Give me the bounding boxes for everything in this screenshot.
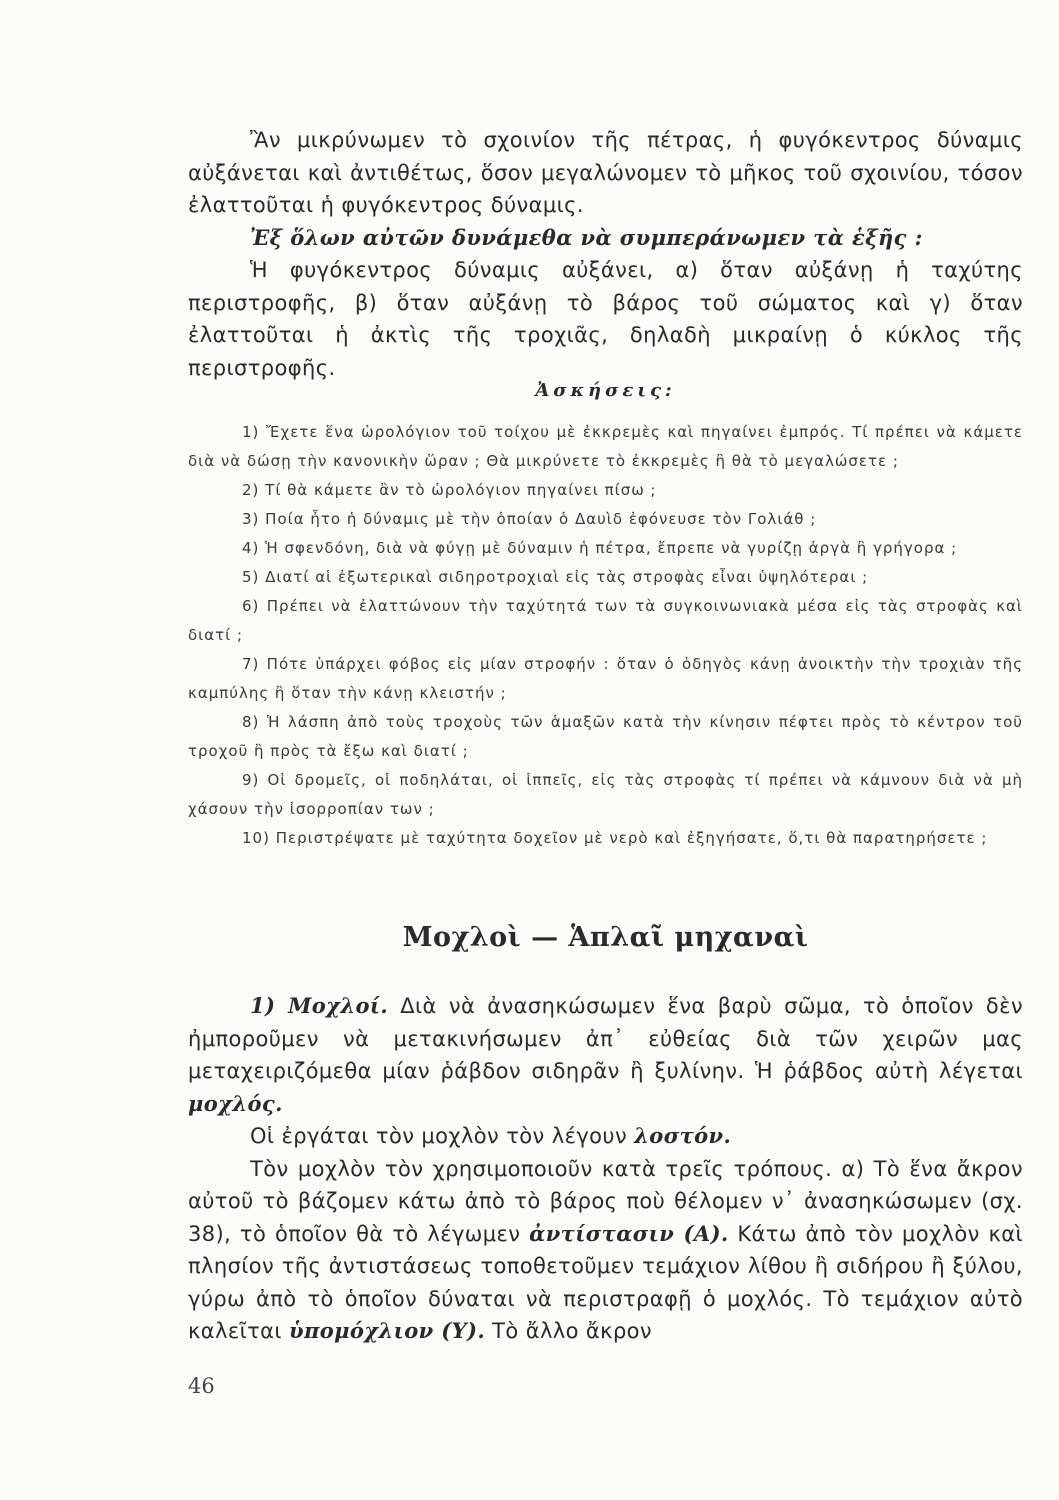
section-title-wrap bbox=[188, 922, 1023, 953]
exercise-item: 3) Ποία ἦτο ἡ δύναμις μὲ τὴν ὁποίαν ὁ Δαυὶδ ἐφόνευσε τὸν Γολιάθ ; bbox=[242, 510, 817, 528]
term-antistasis: ἀντίστασιν (Α). bbox=[529, 1220, 729, 1246]
exercises-list bbox=[188, 418, 1023, 853]
exercise-item: 8) Ἡ λάσπη ἀπὸ τοὺς τροχοὺς τῶν ἁμαξῶν κατὰ τὴν κίνησιν πέφτει πρὸς τὸ κέντρον τοῦ τροχοῦ ἢ πρὸς τὰ ἔξω καὶ διατί ; bbox=[188, 713, 1023, 760]
summary-lead: Ἐξ ὅλων αὐτῶν δυνάμεθα νὰ συμπεράνωμεν τὰ ἑξῆς : bbox=[250, 224, 923, 250]
exercise-item: 2) Τί θὰ κάμετε ἂν τὸ ὡρολόγιον πηγαίνει πίσω ; bbox=[242, 481, 657, 499]
term-loston: λοστόν. bbox=[634, 1123, 732, 1148]
section-title: Μοχλοὶ — Ἁπλαῖ μηχαναὶ bbox=[402, 922, 809, 953]
exercise-item: 6) Πρέπει νὰ ἐλαττώνουν τὴν ταχύτητά των τὰ συγκοινωνιακὰ μέσα εἰς τὰς στροφὰς καὶ διατί ; bbox=[188, 597, 1023, 644]
intro-block bbox=[188, 124, 1023, 384]
exercise-item: 9) Οἱ δρομεῖς, οἱ ποδηλάται, οἱ ἱππεῖς, εἰς τὰς στροφὰς τί πρέπει νὰ κάμνουν διὰ νὰ μὴ χάσουν τὴν ἰσορροπίαν των ; bbox=[188, 771, 1023, 818]
exercises-heading-wrap bbox=[188, 380, 1023, 401]
workers-paragraph: Οἱ ἐργάται τὸν μοχλὸν τὸν λέγουν λοστόν. bbox=[250, 1123, 732, 1148]
usage-paragraph: Τὸν μοχλὸν τὸν χρησιμοποιοῦν κατὰ τρεῖς τρόπους. α) Τὸ ἕνα ἄκρον αὐτοῦ τὸ βάζομεν κάτω ἀπὸ τὸ βάρος ποὺ θέλομεν ν᾿ ἀνασηκώσωμεν (σχ. 38), τὸ ὁποῖον θὰ τὸ λέγωμεν ἀντίστασιν (Α). Κάτω ἀπὸ τὸν μοχλὸν καὶ πλησίον τῆς ἀντιστάσεως τοποθετοῦμεν τεμάχιον λίθου ἢ σιδήρου ἢ ξύλου, γύρω ἀπὸ τὸ ὁποῖον δύναται νὰ περιστραφῇ ὁ μοχλός. Τὸ τεμάχιον αὐτὸ καλεῖται ὑπομόχλιον (Υ). Τὸ ἄλλο ἄκρον bbox=[188, 1156, 1023, 1343]
exercise-item: 5) Διατί αἱ ἐξωτερικαὶ σιδηροτροχιαὶ εἰς τὰς στροφὰς εἶναι ὑψηλότεραι ; bbox=[242, 568, 869, 586]
exercise-item: 4) Ἡ σφενδόνη, διὰ νὰ φύγῃ μὲ δύναμιν ἡ πέτρα, ἔπρεπε νὰ γυρίζῃ ἀργὰ ἢ γρήγορα ; bbox=[242, 539, 958, 557]
levers-paragraph: 1) Μοχλοί. Διὰ νὰ ἀνασηκώσωμεν ἕνα βαρὺ σῶμα, τὸ ὁποῖον δὲν ἠμποροῦμεν νὰ μετακινήσωμεν ἀπ᾿ εὐθείας διὰ τῶν χειρῶν μας μεταχειριζόμεθα μίαν ῥάβδον σιδηρᾶν ἢ ξυλίνην. Ἡ ῥάβδος αὐτὴ λέγεται μοχλός. bbox=[188, 993, 1023, 1116]
term-mochlos: μοχλός. bbox=[188, 1090, 283, 1116]
exercise-item: 10) Περιστρέψατε μὲ ταχύτητα δοχεῖον μὲ νερὸ καὶ ἐξηγήσατε, ὅ,τι θὰ παρατηρήσετε ; bbox=[242, 829, 988, 847]
levers-lead: 1) Μοχλοί. bbox=[250, 993, 389, 1018]
term-ypomochlion: ὑπομόχλιον (Υ). bbox=[288, 1318, 486, 1343]
intro-paragraph: Ἂν μικρύνωμεν τὸ σχοινίον τῆς πέτρας, ἡ φυγόκεντρος δύναμις αὐξάνεται καὶ ἀντιθέτως, ὅσον μεγαλώνομεν τὸ μῆκος τοῦ σχοινίου, τόσον ἐλαττοῦται ἡ φυγόκεντρος δύναμις. bbox=[188, 128, 1023, 217]
exercises-heading: Ἀσκήσεις: bbox=[535, 380, 676, 401]
summary-paragraph: Ἡ φυγόκεντρος δύναμις αὐξάνει, α) ὅταν αὐξάνῃ ἡ ταχύτης περιστροφῆς, β) ὅταν αὐξάνῃ τὸ βάρος τοῦ σώματος καὶ γ) ὅταν ἐλαττοῦται ἡ ἀκτὶς τῆς τροχιᾶς, δηλαδὴ μικραίνῃ ὁ κύκλος τῆς περιστροφῆς. bbox=[188, 258, 1023, 380]
exercise-item: 7) Πότε ὑπάρχει φόβος εἰς μίαν στροφήν : ὅταν ὁ ὁδηγὸς κάνῃ ἀνοικτὴν τὴν τροχιὰν τῆς καμπύλης ἢ ὅταν τὴν κάνῃ κλειστήν ; bbox=[188, 655, 1023, 702]
intro-text bbox=[188, 124, 1023, 384]
exercise-item: 1) Ἔχετε ἕνα ὡρολόγιον τοῦ τοίχου μὲ ἐκκρεμὲς καὶ πηγαίνει ἐμπρός. Τί πρέπει νὰ κάμετε διὰ νὰ δώσῃ τὴν κανονικὴν ὥραν ; Θὰ μικρύνετε τὸ ἐκκρεμὲς ἢ θὰ τὸ μεγαλώσετε ; bbox=[188, 423, 1023, 470]
section-body bbox=[188, 990, 1023, 1348]
page-number: 46 bbox=[188, 1374, 215, 1398]
